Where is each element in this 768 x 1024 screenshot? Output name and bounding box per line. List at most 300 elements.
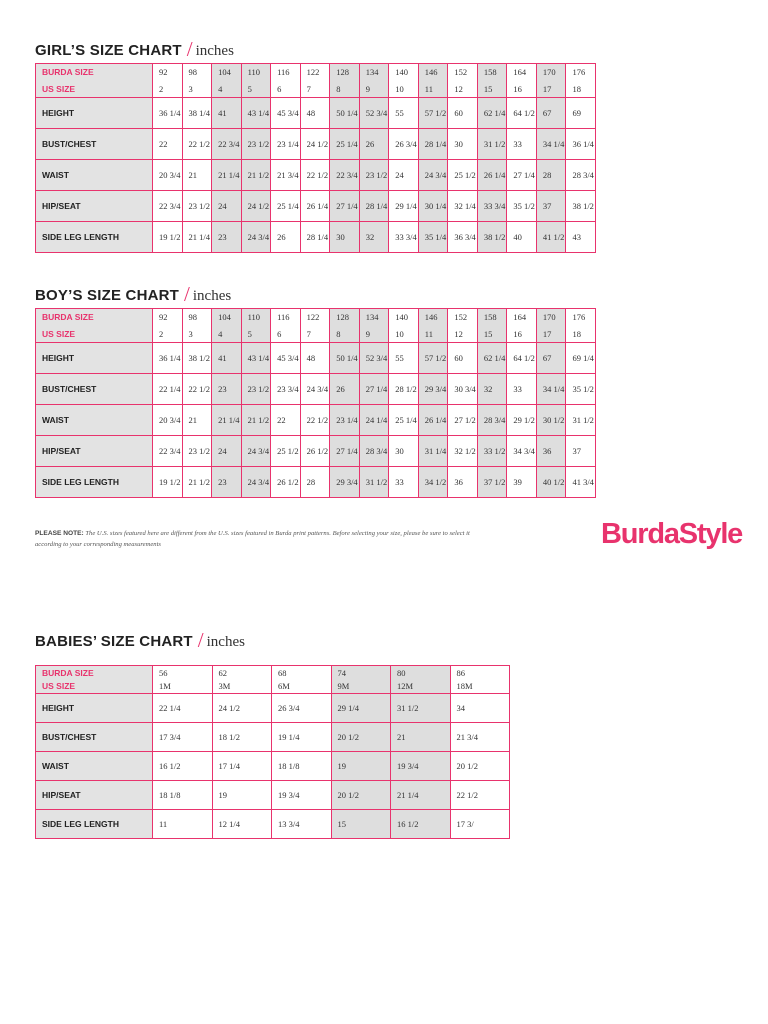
boys-row-label: BUST/CHEST (36, 374, 153, 405)
girls-cell: 37 (536, 191, 566, 222)
girls-cell: 31 1/2 (477, 129, 507, 160)
girls-cell: 140 (389, 64, 419, 81)
boys-cell: 18 (566, 326, 596, 343)
girls-cell: 4 (212, 81, 242, 98)
boys-row-bust-chest (36, 374, 596, 405)
boys-cell: 34 3/4 (507, 436, 537, 467)
boys-row-hip-seat (36, 436, 596, 467)
boys-cell: 34 1/4 (536, 374, 566, 405)
boys-cell: 26 (330, 374, 360, 405)
boys-cell: 24 (212, 436, 242, 467)
babies-cell: 20 1/2 (450, 752, 510, 781)
babies-row-label: HEIGHT (36, 694, 153, 723)
girls-cell: 23 (212, 222, 242, 253)
girls-chart-title (35, 36, 234, 61)
boys-cell: 34 1/2 (418, 467, 448, 498)
boys-cell: 21 1/4 (212, 405, 242, 436)
boys-row-waist (36, 405, 596, 436)
boys-cell: 128 (330, 309, 360, 326)
girls-row-waist (36, 160, 596, 191)
boys-cell: 6 (271, 326, 301, 343)
babies-cell: 19 1/4 (272, 723, 332, 752)
babies-cell: 19 (212, 781, 272, 810)
boys-cell: 32 1/2 (448, 436, 478, 467)
girls-cell: 116 (271, 64, 301, 81)
girls-title-text: GIRL’S SIZE CHART (35, 42, 182, 59)
babies-row-label: WAIST (36, 752, 153, 781)
girls-cell: 28 3/4 (566, 160, 596, 191)
babies-cell: 62 (212, 666, 272, 680)
boys-cell: 23 1/2 (182, 436, 212, 467)
girls-cell: 28 1/4 (300, 222, 330, 253)
boys-cell: 67 (536, 343, 566, 374)
boys-cell: 35 1/2 (566, 374, 596, 405)
boys-cell: 21 1/2 (182, 467, 212, 498)
babies-cell: 74 (331, 666, 391, 680)
boys-title-unit: inches (192, 288, 232, 304)
babies-row-label: SIDE LEG LENGTH (36, 810, 153, 839)
babies-row-label: BURDA SIZE (36, 666, 153, 680)
boys-cell: 27 1/4 (359, 374, 389, 405)
boys-cell: 23 (212, 467, 242, 498)
boys-cell: 60 (448, 343, 478, 374)
boys-row-side-leg-length (36, 467, 596, 498)
boys-title-text: BOY’S SIZE CHART (35, 287, 180, 304)
boys-cell: 116 (271, 309, 301, 326)
boys-cell: 23 1/4 (330, 405, 360, 436)
boys-row-label: US SIZE (36, 326, 153, 343)
girls-cell: 110 (241, 64, 271, 81)
babies-row-height (36, 694, 510, 723)
girls-row-us-size (36, 81, 596, 98)
girls-cell: 22 3/4 (330, 160, 360, 191)
girls-cell: 41 1/2 (536, 222, 566, 253)
note-label: PLEASE NOTE: (35, 530, 84, 537)
girls-row-label: US SIZE (36, 81, 153, 98)
girls-cell: 23 1/2 (182, 191, 212, 222)
girls-cell: 122 (300, 64, 330, 81)
boys-row-label: HIP/SEAT (36, 436, 153, 467)
babies-cell: 13 3/4 (272, 810, 332, 839)
boys-cell: 7 (300, 326, 330, 343)
boys-cell: 98 (182, 309, 212, 326)
girls-cell: 38 1/2 (566, 191, 596, 222)
boys-cell: 5 (241, 326, 271, 343)
boys-row-label: WAIST (36, 405, 153, 436)
boys-cell: 4 (212, 326, 242, 343)
boys-cell: 104 (212, 309, 242, 326)
girls-cell: 98 (182, 64, 212, 81)
boys-cell: 48 (300, 343, 330, 374)
boys-row-label: HEIGHT (36, 343, 153, 374)
boys-cell: 64 1/2 (507, 343, 537, 374)
boys-cell: 19 1/2 (153, 467, 183, 498)
girls-cell: 176 (566, 64, 596, 81)
boys-cell: 27 1/2 (448, 405, 478, 436)
girls-cell: 30 1/4 (418, 191, 448, 222)
boys-chart-title (35, 281, 231, 306)
babies-cell: 21 1/4 (391, 781, 451, 810)
girls-cell: 23 1/2 (241, 129, 271, 160)
girls-cell: 18 (566, 81, 596, 98)
babies-title-text: BABIES’ SIZE CHART (35, 633, 193, 650)
girls-cell: 32 (359, 222, 389, 253)
size-note (35, 528, 475, 550)
girls-cell: 17 (536, 81, 566, 98)
girls-cell: 30 (448, 129, 478, 160)
girls-row-burda-size (36, 64, 596, 81)
babies-cell: 1M (153, 680, 213, 694)
boys-cell: 140 (389, 309, 419, 326)
girls-cell: 34 1/4 (536, 129, 566, 160)
babies-cell: 18 1/8 (153, 781, 213, 810)
girls-cell: 164 (507, 64, 537, 81)
girls-cell: 29 1/4 (389, 191, 419, 222)
boys-cell: 21 1/2 (241, 405, 271, 436)
girls-title-unit: inches (195, 43, 234, 59)
girls-cell: 27 1/4 (330, 191, 360, 222)
boys-cell: 31 1/2 (566, 405, 596, 436)
boys-cell: 36 (536, 436, 566, 467)
boys-cell: 43 1/4 (241, 343, 271, 374)
boys-cell: 15 (477, 326, 507, 343)
boys-cell: 30 1/2 (536, 405, 566, 436)
boys-cell: 22 1/4 (153, 374, 183, 405)
girls-cell: 69 (566, 98, 596, 129)
boys-cell: 21 (182, 405, 212, 436)
boys-row-label: SIDE LEG LENGTH (36, 467, 153, 498)
girls-cell: 21 1/2 (241, 160, 271, 191)
boys-cell: 9 (359, 326, 389, 343)
boys-cell: 8 (330, 326, 360, 343)
boys-cell: 26 1/2 (300, 436, 330, 467)
girls-cell: 21 (182, 160, 212, 191)
boys-cell: 134 (359, 309, 389, 326)
girls-cell: 170 (536, 64, 566, 81)
girls-cell: 43 (566, 222, 596, 253)
girls-cell: 24 1/2 (300, 129, 330, 160)
girls-row-label: WAIST (36, 160, 153, 191)
girls-cell: 28 1/4 (418, 129, 448, 160)
boys-cell: 41 3/4 (566, 467, 596, 498)
girls-cell: 33 (507, 129, 537, 160)
boys-cell: 45 3/4 (271, 343, 301, 374)
girls-cell: 6 (271, 81, 301, 98)
girls-cell: 32 1/4 (448, 191, 478, 222)
boys-cell: 164 (507, 309, 537, 326)
girls-cell: 33 3/4 (477, 191, 507, 222)
boys-cell: 17 (536, 326, 566, 343)
girls-cell: 57 1/2 (418, 98, 448, 129)
girls-row-label: HIP/SEAT (36, 191, 153, 222)
babies-cell: 18M (450, 680, 510, 694)
girls-cell: 104 (212, 64, 242, 81)
girls-cell: 40 (507, 222, 537, 253)
girls-cell: 152 (448, 64, 478, 81)
babies-cell: 24 1/2 (212, 694, 272, 723)
babies-row-hip-seat (36, 781, 510, 810)
girls-cell: 24 (389, 160, 419, 191)
babies-cell: 26 3/4 (272, 694, 332, 723)
girls-cell: 26 1/4 (477, 160, 507, 191)
girls-cell: 26 3/4 (389, 129, 419, 160)
babies-cell: 21 (391, 723, 451, 752)
girls-cell: 43 1/4 (241, 98, 271, 129)
girls-cell: 5 (241, 81, 271, 98)
boys-cell: 36 (448, 467, 478, 498)
girls-cell: 3 (182, 81, 212, 98)
boys-cell: 2 (153, 326, 183, 343)
boys-cell: 152 (448, 309, 478, 326)
boys-cell: 26 1/2 (271, 467, 301, 498)
girls-cell: 24 3/4 (241, 222, 271, 253)
girls-cell: 60 (448, 98, 478, 129)
boys-cell: 30 3/4 (448, 374, 478, 405)
boys-cell: 28 (300, 467, 330, 498)
boys-cell: 92 (153, 309, 183, 326)
boys-cell: 55 (389, 343, 419, 374)
girls-cell: 134 (359, 64, 389, 81)
boys-cell: 28 3/4 (477, 405, 507, 436)
boys-cell: 22 3/4 (153, 436, 183, 467)
boys-cell: 50 1/4 (330, 343, 360, 374)
girls-cell: 52 3/4 (359, 98, 389, 129)
girls-cell: 36 3/4 (448, 222, 478, 253)
boys-cell: 32 (477, 374, 507, 405)
boys-cell: 57 1/2 (418, 343, 448, 374)
boys-cell: 22 1/2 (300, 405, 330, 436)
babies-cell: 21 3/4 (450, 723, 510, 752)
girls-cell: 9 (359, 81, 389, 98)
boys-cell: 29 3/4 (418, 374, 448, 405)
babies-cell: 34 (450, 694, 510, 723)
girls-cell: 50 1/4 (330, 98, 360, 129)
boys-cell: 31 1/2 (359, 467, 389, 498)
babies-cell: 17 3/ (450, 810, 510, 839)
girls-cell: 16 (507, 81, 537, 98)
girls-cell: 38 1/2 (477, 222, 507, 253)
babies-title-slash: / (197, 628, 204, 652)
babies-chart-title (35, 627, 245, 652)
boys-cell: 23 3/4 (271, 374, 301, 405)
babies-cell: 16 1/2 (153, 752, 213, 781)
boys-cell: 62 1/4 (477, 343, 507, 374)
boys-cell: 33 1/2 (477, 436, 507, 467)
babies-cell: 80 (391, 666, 451, 680)
babies-cell: 22 1/4 (153, 694, 213, 723)
girls-cell: 67 (536, 98, 566, 129)
boys-cell: 22 (271, 405, 301, 436)
boys-size-table (35, 308, 596, 498)
girls-cell: 22 1/2 (182, 129, 212, 160)
babies-cell: 12 1/4 (212, 810, 272, 839)
babies-row-label: HIP/SEAT (36, 781, 153, 810)
girls-cell: 64 1/2 (507, 98, 537, 129)
babies-cell: 19 3/4 (391, 752, 451, 781)
babies-cell: 3M (212, 680, 272, 694)
babies-cell: 31 1/2 (391, 694, 451, 723)
girls-row-label: SIDE LEG LENGTH (36, 222, 153, 253)
boys-cell: 25 1/2 (271, 436, 301, 467)
girls-cell: 24 (212, 191, 242, 222)
babies-row-side-leg-length (36, 810, 510, 839)
boys-cell: 30 (389, 436, 419, 467)
girls-cell: 22 3/4 (212, 129, 242, 160)
girls-cell: 38 1/4 (182, 98, 212, 129)
babies-cell: 68 (272, 666, 332, 680)
babies-title-unit: inches (206, 634, 245, 650)
babies-row-bust-chest (36, 723, 510, 752)
babies-cell: 16 1/2 (391, 810, 451, 839)
girls-cell: 25 1/4 (271, 191, 301, 222)
girls-cell: 21 1/4 (182, 222, 212, 253)
boys-cell: 37 1/2 (477, 467, 507, 498)
girls-row-label: BURDA SIZE (36, 64, 153, 81)
boys-cell: 23 1/2 (241, 374, 271, 405)
babies-cell: 18 1/8 (272, 752, 332, 781)
boys-cell: 22 1/2 (182, 374, 212, 405)
babies-cell: 15 (331, 810, 391, 839)
boys-cell: 3 (182, 326, 212, 343)
girls-cell: 19 1/2 (153, 222, 183, 253)
girls-cell: 45 3/4 (271, 98, 301, 129)
babies-cell: 6M (272, 680, 332, 694)
girls-cell: 24 3/4 (418, 160, 448, 191)
burdastyle-logo: BurdaStyle (601, 518, 743, 550)
boys-cell: 10 (389, 326, 419, 343)
girls-cell: 92 (153, 64, 183, 81)
boys-cell: 110 (241, 309, 271, 326)
boys-row-us-size (36, 326, 596, 343)
boys-cell: 158 (477, 309, 507, 326)
boys-cell: 37 (566, 436, 596, 467)
boys-cell: 31 1/4 (418, 436, 448, 467)
babies-row-us-size (36, 680, 510, 694)
boys-cell: 24 3/4 (300, 374, 330, 405)
girls-cell: 35 1/4 (418, 222, 448, 253)
girls-cell: 35 1/2 (507, 191, 537, 222)
boys-cell: 29 3/4 (330, 467, 360, 498)
girls-cell: 27 1/4 (507, 160, 537, 191)
girls-cell: 10 (389, 81, 419, 98)
girls-cell: 12 (448, 81, 478, 98)
babies-cell: 56 (153, 666, 213, 680)
girls-cell: 28 1/4 (359, 191, 389, 222)
girls-cell: 20 3/4 (153, 160, 183, 191)
babies-row-label: BUST/CHEST (36, 723, 153, 752)
boys-cell: 24 3/4 (241, 436, 271, 467)
girls-title-slash: / (186, 37, 193, 61)
boys-cell: 33 (507, 374, 537, 405)
girls-size-table (35, 63, 596, 253)
boys-cell: 24 1/4 (359, 405, 389, 436)
girls-cell: 26 (359, 129, 389, 160)
boys-cell: 16 (507, 326, 537, 343)
babies-cell: 20 1/2 (331, 781, 391, 810)
girls-cell: 21 1/4 (212, 160, 242, 191)
girls-cell: 25 1/4 (330, 129, 360, 160)
boys-cell: 11 (418, 326, 448, 343)
girls-cell: 128 (330, 64, 360, 81)
girls-cell: 23 1/4 (271, 129, 301, 160)
babies-cell: 19 (331, 752, 391, 781)
girls-cell: 33 3/4 (389, 222, 419, 253)
babies-cell: 11 (153, 810, 213, 839)
boys-cell: 39 (507, 467, 537, 498)
girls-cell: 21 3/4 (271, 160, 301, 191)
girls-cell: 146 (418, 64, 448, 81)
boys-row-burda-size (36, 309, 596, 326)
girls-cell: 36 1/4 (153, 98, 183, 129)
babies-cell: 29 1/4 (331, 694, 391, 723)
girls-cell: 2 (153, 81, 183, 98)
boys-cell: 33 (389, 467, 419, 498)
boys-cell: 146 (418, 309, 448, 326)
boys-cell: 28 3/4 (359, 436, 389, 467)
girls-cell: 41 (212, 98, 242, 129)
babies-row-waist (36, 752, 510, 781)
boys-cell: 29 1/2 (507, 405, 537, 436)
girls-cell: 26 (271, 222, 301, 253)
babies-row-burda-size (36, 666, 510, 680)
boys-cell: 27 1/4 (330, 436, 360, 467)
girls-cell: 25 1/2 (448, 160, 478, 191)
girls-cell: 36 1/4 (566, 129, 596, 160)
girls-cell: 55 (389, 98, 419, 129)
girls-row-bust-chest (36, 129, 596, 160)
babies-size-table (35, 665, 510, 839)
boys-cell: 122 (300, 309, 330, 326)
girls-cell: 30 (330, 222, 360, 253)
boys-cell: 25 1/4 (389, 405, 419, 436)
babies-cell: 18 1/2 (212, 723, 272, 752)
boys-row-label: BURDA SIZE (36, 309, 153, 326)
boys-cell: 12 (448, 326, 478, 343)
girls-cell: 15 (477, 81, 507, 98)
girls-cell: 24 1/2 (241, 191, 271, 222)
girls-cell: 62 1/4 (477, 98, 507, 129)
girls-row-label: HEIGHT (36, 98, 153, 129)
boys-row-height (36, 343, 596, 374)
boys-cell: 36 1/4 (153, 343, 183, 374)
babies-cell: 17 1/4 (212, 752, 272, 781)
girls-cell: 7 (300, 81, 330, 98)
boys-cell: 28 1/2 (389, 374, 419, 405)
girls-cell: 22 1/2 (300, 160, 330, 191)
babies-cell: 22 1/2 (450, 781, 510, 810)
boys-cell: 24 3/4 (241, 467, 271, 498)
babies-cell: 9M (331, 680, 391, 694)
boys-cell: 41 (212, 343, 242, 374)
girls-cell: 26 1/4 (300, 191, 330, 222)
babies-row-label: US SIZE (36, 680, 153, 694)
boys-cell: 69 1/4 (566, 343, 596, 374)
girls-cell: 22 (153, 129, 183, 160)
girls-row-label: BUST/CHEST (36, 129, 153, 160)
girls-row-height (36, 98, 596, 129)
boys-cell: 20 3/4 (153, 405, 183, 436)
babies-cell: 12M (391, 680, 451, 694)
boys-cell: 26 1/4 (418, 405, 448, 436)
girls-row-hip-seat (36, 191, 596, 222)
girls-cell: 22 3/4 (153, 191, 183, 222)
babies-cell: 17 3/4 (153, 723, 213, 752)
girls-cell: 23 1/2 (359, 160, 389, 191)
girls-cell: 28 (536, 160, 566, 191)
babies-cell: 20 1/2 (331, 723, 391, 752)
boys-cell: 38 1/2 (182, 343, 212, 374)
boys-title-slash: / (184, 282, 190, 306)
